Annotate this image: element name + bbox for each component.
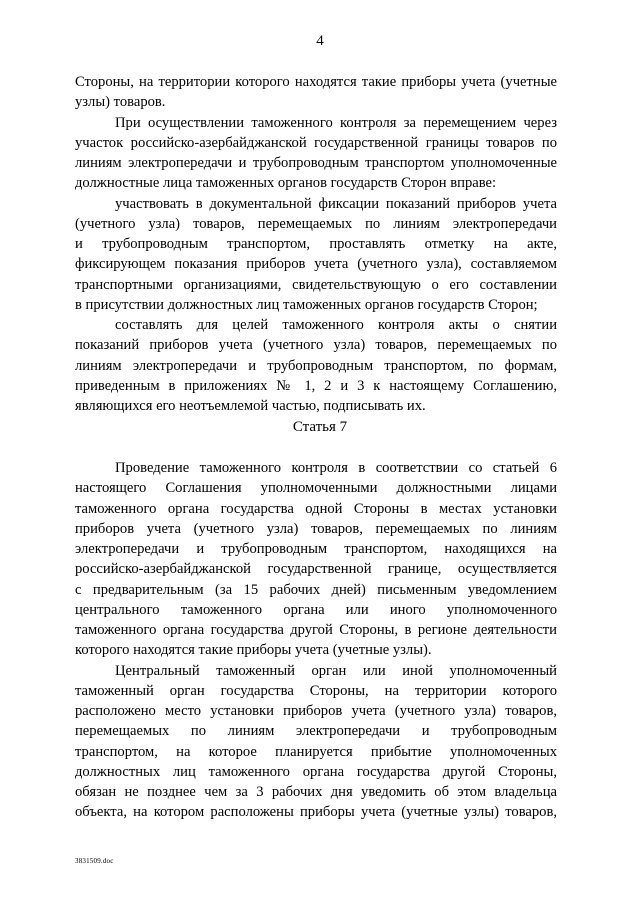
text-line: Проведение таможенного контроля в соответствии со статьей 6: [115, 460, 557, 476]
text-line: в присутствии должностных лиц таможенных органов государств Сторон;: [75, 296, 538, 313]
text-line: узлы) товаров.: [75, 94, 166, 111]
text-line: должностных лиц таможенного органа государства другой Стороны,: [75, 763, 557, 780]
footer-document-code: 3831509.doc: [75, 857, 114, 865]
text-line: транспортом, на которое планируется прибытие уполномоченных: [75, 743, 557, 760]
text-line: должностные лица таможенных органов государств Сторон вправе:: [75, 175, 497, 192]
text-line: приборов учета (учетного узла) товаров, перемещаемых по линиям: [75, 520, 557, 537]
text-line: Стороны, на территории которого находятся такие приборы учета (учетные: [75, 74, 557, 90]
text-line: электропередачи и трубопроводным транспортом, находящихся на: [75, 541, 557, 557]
text-line: При осуществлении таможенного контроля за перемещением через: [115, 114, 557, 131]
text-line: приведенным в приложениях № 1, 2 и 3 к настоящему Соглашению,: [75, 377, 557, 394]
text-line: (учетного узла) товаров, перемещаемых по линиям электропередачи: [75, 215, 557, 232]
text-line: таможенного органа государства другой Стороны, в регионе деятельности: [75, 622, 557, 638]
text-line: с предварительным (за 15 рабочих дней) письменным уведомлением: [75, 581, 557, 598]
text-line: участок российско-азербайджанской государственной границы товаров по: [75, 134, 557, 151]
text-line: Центральный таможенный орган или иной уполномоченный: [115, 662, 557, 679]
text-line: расположено место установки приборов учета (учетного узла) товаров,: [75, 703, 557, 719]
text-line: составлять для целей таможенного контроля акты о снятии: [115, 317, 557, 333]
text-line: которого находятся такие приборы учета (учетные узлы).: [75, 642, 432, 659]
text-line: участвовать в документальной фиксации показаний приборов учета: [115, 195, 557, 212]
text-line: центрального таможенного органа или иного уполномоченного: [75, 601, 557, 618]
text-line: объекта, на котором расположены приборы учета (учетные узлы) товаров,: [75, 804, 557, 821]
text-line: являющихся его неотъемлемой частью, подписывать их.: [75, 398, 426, 414]
text-line: российско-азербайджанской государственной границе, осуществляется: [75, 561, 557, 578]
text-line: фиксирующем показания приборов учета (учетного узла), составляемом: [75, 256, 557, 273]
text-line: обязан не позднее чем за 3 рабочих дня уведомить об этом владельца: [75, 784, 557, 800]
text-line: перемещаемых по линиям электропередачи и трубопроводным: [75, 723, 557, 740]
page-number: 4: [316, 33, 324, 49]
article-body-text: [75, 458, 557, 823]
text-line: транспортными организациями, свидетельствующую о его составлении: [75, 276, 557, 293]
article-heading: Статья 7: [292, 419, 348, 435]
text-line: линиям электропередачи и трубопроводным транспортом, по формам,: [75, 357, 557, 374]
top-text-block: [75, 72, 557, 416]
text-line: показаний приборов учета (учетного узла) товаров, перемещаемых по: [75, 337, 557, 354]
text-line: настоящего Соглашения уполномоченными должностными лицами: [75, 480, 557, 497]
text-line: таможенный орган государства Стороны, на территории которого: [75, 682, 557, 699]
text-line: и трубопроводным транспортом, проставлять отметку на акте,: [75, 236, 557, 252]
text-line: линиям электропередачи и трубопроводным транспортом уполномоченные: [75, 155, 557, 171]
text-line: таможенного органа государства одной Стороны в местах установки: [75, 500, 557, 517]
